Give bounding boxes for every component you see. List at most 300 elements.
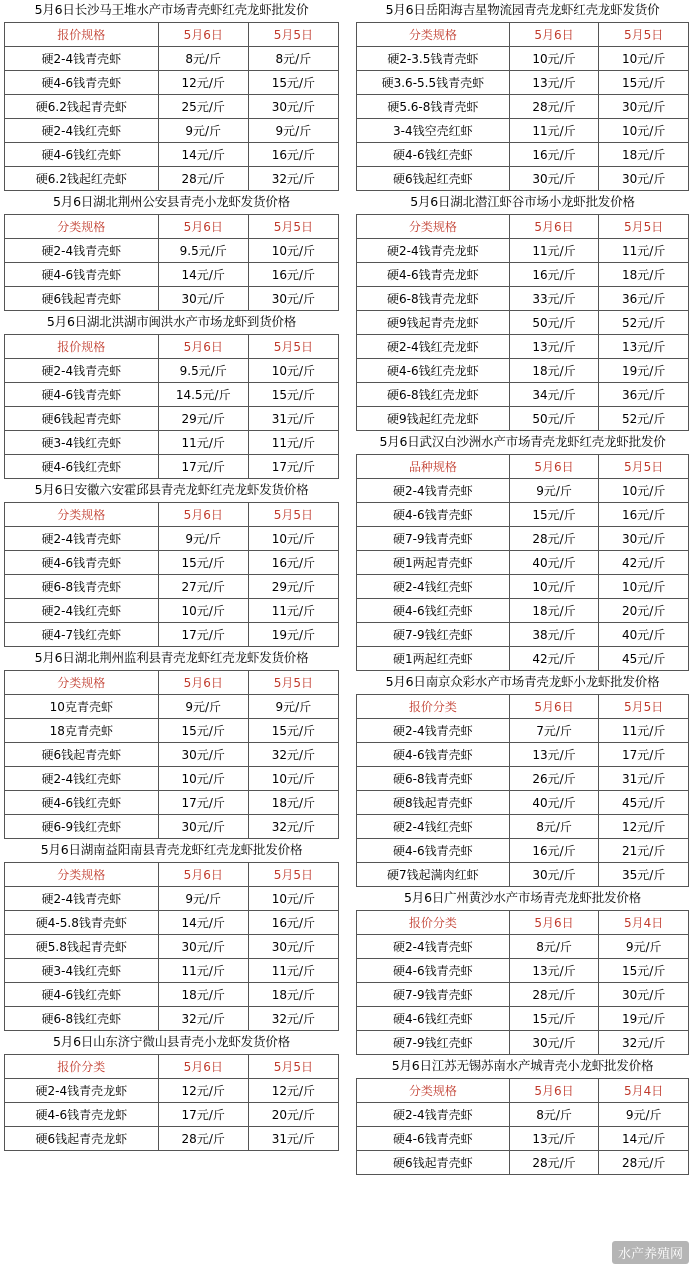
price-cell: 52元/斤 [599,311,689,335]
price-cell: 14元/斤 [158,263,248,287]
spec-cell: 硬6-9钱红壳虾 [5,815,159,839]
price-cell: 29元/斤 [248,575,338,599]
spec-cell: 硬4-6钱青壳虾 [357,839,510,863]
table-row [357,1031,689,1055]
spec-cell: 硬6.2钱起红壳虾 [5,167,159,191]
price-cell: 7元/斤 [509,719,599,743]
block-title: 5月6日岳阳海吉星物流园青壳龙虾红壳龙虾发货价 [385,2,660,17]
table-row [5,239,339,263]
price-cell: 28元/斤 [158,1127,248,1151]
price-cell: 31元/斤 [599,767,689,791]
price-cell: 11元/斤 [248,431,338,455]
block-title: 5月6日南京众彩水产市场青壳龙虾小龙虾批发价格 [385,674,660,689]
price-cell: 15元/斤 [158,551,248,575]
spec-cell: 3-4钱空壳红虾 [357,119,510,143]
table-row [357,287,689,311]
header-cell: 5月5日 [248,215,338,239]
spec-cell: 硬2-4钱红壳虾 [5,119,159,143]
price-cell: 18元/斤 [599,143,689,167]
spec-cell: 硬3.6-5.5钱青壳虾 [357,71,510,95]
table-row [357,983,689,1007]
table-row [357,623,689,647]
spec-cell: 硬7-9钱青壳虾 [357,527,510,551]
table-row [357,935,689,959]
price-cell: 15元/斤 [509,503,599,527]
price-cell: 11元/斤 [509,119,599,143]
price-block [4,312,339,479]
price-cell: 36元/斤 [599,287,689,311]
header-cell: 5月5日 [248,23,338,47]
price-cell: 10元/斤 [599,119,689,143]
header-cell: 报价分类 [5,1055,159,1079]
price-cell: 36元/斤 [599,383,689,407]
price-cell: 10元/斤 [248,767,338,791]
price-cell: 9元/斤 [248,695,338,719]
header-cell: 5月6日 [158,215,248,239]
header-cell: 5月5日 [248,503,338,527]
price-table [356,1078,689,1175]
spec-cell: 硬4-6钱青壳虾 [357,959,510,983]
price-cell: 10元/斤 [599,479,689,503]
block-title: 5月6日安徽六安霍邱县青壳龙虾红壳龙虾发货价格 [34,482,309,497]
header-cell: 5月5日 [599,695,689,719]
price-cell: 42元/斤 [599,551,689,575]
block-title: 5月6日湖北荆州监利县青壳龙虾红壳龙虾发货价格 [34,650,309,665]
table-row [5,743,339,767]
table-row [5,143,339,167]
price-cell: 16元/斤 [248,911,338,935]
header-cell: 5月6日 [158,335,248,359]
spec-cell: 硬2-4钱青壳虾 [5,527,159,551]
price-cell: 52元/斤 [599,407,689,431]
price-cell: 15元/斤 [158,719,248,743]
price-cell: 32元/斤 [248,743,338,767]
price-cell: 30元/斤 [248,287,338,311]
table-header-row [5,671,339,695]
price-cell: 13元/斤 [509,1127,599,1151]
table-header-row [5,1055,339,1079]
table-header-row [357,695,689,719]
price-table [4,670,339,839]
price-block [356,432,689,671]
price-cell: 35元/斤 [599,863,689,887]
price-cell: 15元/斤 [599,71,689,95]
block-title: 5月6日湖南益阳南县青壳龙虾红壳龙虾批发价格 [40,842,303,857]
price-cell: 13元/斤 [599,335,689,359]
price-cell: 9元/斤 [158,887,248,911]
price-cell: 26元/斤 [509,767,599,791]
table-row [357,407,689,431]
price-block [4,648,339,839]
price-cell: 17元/斤 [248,455,338,479]
spec-cell: 硬4-6钱青壳虾 [357,743,510,767]
table-row [357,551,689,575]
header-cell: 分类规格 [357,23,510,47]
header-cell: 分类规格 [5,863,159,887]
spec-cell: 硬2-4钱青壳虾 [5,359,159,383]
price-cell: 28元/斤 [509,527,599,551]
price-table [356,22,689,191]
price-block [4,480,339,647]
header-cell: 报价分类 [357,911,510,935]
price-cell: 11元/斤 [599,239,689,263]
table-row [5,1103,339,1127]
spec-cell: 硬1两起青壳虾 [357,551,510,575]
price-table [4,334,339,479]
price-cell: 45元/斤 [599,647,689,671]
spec-cell: 硬2-4钱红壳虾 [5,767,159,791]
price-cell: 30元/斤 [509,167,599,191]
spec-cell: 硬4-7钱红壳虾 [5,623,159,647]
block-title: 5月6日湖北潜江虾谷市场小龙虾批发价格 [410,194,635,209]
block-title: 5月6日湖北荆州公安县青壳小龙虾发货价格 [53,194,290,209]
header-cell: 5月6日 [158,23,248,47]
price-block [356,0,689,191]
price-cell: 9.5元/斤 [158,359,248,383]
header-cell: 5月6日 [158,863,248,887]
price-cell: 28元/斤 [599,1151,689,1175]
spec-cell: 硬2-4钱青壳虾 [357,935,510,959]
right-column [356,0,689,1176]
table-row [5,1007,339,1031]
price-block [356,672,689,887]
table-row [5,887,339,911]
price-table [4,1054,339,1151]
price-cell: 42元/斤 [509,647,599,671]
table-row [357,1151,689,1175]
spec-cell: 硬4-6钱红壳虾 [357,599,510,623]
price-cell: 30元/斤 [248,95,338,119]
spec-cell: 硬2-4钱青壳虾 [357,479,510,503]
price-cell: 12元/斤 [599,815,689,839]
table-header-row [357,1079,689,1103]
table-row [5,167,339,191]
spec-cell: 硬7-9钱青壳虾 [357,983,510,1007]
price-cell: 10元/斤 [509,47,599,71]
spec-cell: 硬2-4钱青壳虾 [5,239,159,263]
spec-cell: 硬2-4钱红壳虾 [5,599,159,623]
price-cell: 9元/斤 [158,527,248,551]
price-cell: 16元/斤 [509,839,599,863]
table-row [357,143,689,167]
header-cell: 5月6日 [509,23,599,47]
price-cell: 21元/斤 [599,839,689,863]
price-cell: 34元/斤 [509,383,599,407]
spec-cell: 硬2-3.5钱青壳虾 [357,47,510,71]
price-cell: 17元/斤 [599,743,689,767]
table-row [357,119,689,143]
spec-cell: 硬2-4钱青壳虾 [357,719,510,743]
price-cell: 10元/斤 [158,767,248,791]
table-row [5,599,339,623]
price-cell: 31元/斤 [248,407,338,431]
spec-cell: 硬6钱起红壳虾 [357,167,510,191]
table-row [357,839,689,863]
header-cell: 5月6日 [509,1079,599,1103]
spec-cell: 硬8钱起青壳虾 [357,791,510,815]
price-cell: 14元/斤 [599,1127,689,1151]
watermark: 水产养殖网 [612,1241,689,1264]
spec-cell: 硬4-6钱青壳虾 [5,263,159,287]
spec-cell: 硬3-4钱红壳虾 [5,431,159,455]
spec-cell: 硬6钱起青壳虾 [5,743,159,767]
price-cell: 16元/斤 [248,263,338,287]
table-row [5,431,339,455]
price-cell: 9元/斤 [158,695,248,719]
price-cell: 28元/斤 [509,1151,599,1175]
spec-cell: 硬6钱起青壳虾 [5,407,159,431]
price-table [4,862,339,1031]
price-cell: 30元/斤 [599,167,689,191]
price-cell: 11元/斤 [158,959,248,983]
price-cell: 16元/斤 [599,503,689,527]
price-cell: 17元/斤 [158,455,248,479]
spec-cell: 硬5.8钱起青壳虾 [5,935,159,959]
table-row [5,359,339,383]
table-row [357,47,689,71]
price-cell: 14元/斤 [158,143,248,167]
spec-cell: 硬2-4钱青壳龙虾 [357,239,510,263]
table-row [5,791,339,815]
price-cell: 9元/斤 [599,1103,689,1127]
table-row [357,71,689,95]
spec-cell: 硬4-5.8钱青壳虾 [5,911,159,935]
price-cell: 29元/斤 [158,407,248,431]
price-table [4,214,339,311]
spec-cell: 硬6-8钱青壳虾 [5,575,159,599]
price-cell: 18元/斤 [509,599,599,623]
header-cell: 5月6日 [509,455,599,479]
price-cell: 10元/斤 [248,887,338,911]
header-cell: 5月6日 [509,695,599,719]
price-cell: 20元/斤 [599,599,689,623]
spec-cell: 硬9钱起青壳龙虾 [357,311,510,335]
spec-cell: 硬4-6钱红壳虾 [5,791,159,815]
spec-cell: 硬4-6钱青壳虾 [357,1127,510,1151]
header-cell: 报价规格 [5,335,159,359]
price-cell: 11元/斤 [248,959,338,983]
table-row [357,479,689,503]
price-cell: 10元/斤 [248,239,338,263]
table-row [5,383,339,407]
spec-cell: 硬2-4钱青壳虾 [5,887,159,911]
price-block [356,192,689,431]
block-title: 5月6日广州黄沙水产市场青壳龙虾批发价格 [404,890,641,905]
price-cell: 8元/斤 [158,47,248,71]
price-cell: 38元/斤 [509,623,599,647]
price-cell: 10元/斤 [158,599,248,623]
price-cell: 18元/斤 [158,983,248,1007]
price-cell: 18元/斤 [248,983,338,1007]
header-cell: 5月5日 [599,455,689,479]
header-cell: 5月5日 [248,335,338,359]
spec-cell: 硬2-4钱青壳虾 [357,1103,510,1127]
table-row [5,407,339,431]
table-header-row [5,335,339,359]
table-row [5,527,339,551]
spec-cell: 硬5.6-8钱青壳虾 [357,95,510,119]
table-row [5,287,339,311]
price-cell: 16元/斤 [509,143,599,167]
table-row [357,335,689,359]
price-cell: 10元/斤 [599,575,689,599]
table-row [5,983,339,1007]
header-cell: 5月6日 [509,215,599,239]
header-cell: 品种规格 [357,455,510,479]
block-title: 5月6日武汉白沙洲水产市场青壳龙虾红壳龙虾批发价 [379,434,666,449]
price-cell: 32元/斤 [248,815,338,839]
price-cell: 15元/斤 [248,383,338,407]
price-cell: 30元/斤 [509,863,599,887]
spec-cell: 硬6-8钱青壳龙虾 [357,287,510,311]
price-cell: 9元/斤 [599,935,689,959]
table-header-row [357,215,689,239]
price-cell: 28元/斤 [158,167,248,191]
table-row [357,1103,689,1127]
spec-cell: 硬6钱起青壳龙虾 [5,1127,159,1151]
price-cell: 32元/斤 [158,1007,248,1031]
header-cell: 报价分类 [357,695,510,719]
spec-cell: 硬9钱起红壳龙虾 [357,407,510,431]
price-cell: 13元/斤 [509,335,599,359]
price-cell: 12元/斤 [158,1079,248,1103]
table-row [357,263,689,287]
table-row [357,359,689,383]
table-row [5,95,339,119]
price-cell: 15元/斤 [509,1007,599,1031]
price-cell: 40元/斤 [509,791,599,815]
spec-cell: 硬6-8钱青壳虾 [357,767,510,791]
price-cell: 10元/斤 [248,359,338,383]
price-cell: 10元/斤 [599,47,689,71]
price-cell: 12元/斤 [248,1079,338,1103]
spec-cell: 硬6.2钱起青壳虾 [5,95,159,119]
table-row [5,47,339,71]
price-cell: 9.5元/斤 [158,239,248,263]
price-cell: 10元/斤 [248,527,338,551]
price-cell: 28元/斤 [509,95,599,119]
price-cell: 50元/斤 [509,407,599,431]
table-row [357,311,689,335]
price-table [4,502,339,647]
table-row [357,239,689,263]
price-cell: 14元/斤 [158,911,248,935]
price-cell: 25元/斤 [158,95,248,119]
price-cell: 19元/斤 [599,1007,689,1031]
spec-cell: 硬4-6钱青壳虾 [5,71,159,95]
table-row [5,623,339,647]
spec-cell: 硬4-6钱红壳虾 [5,143,159,167]
price-cell: 14.5元/斤 [158,383,248,407]
price-cell: 30元/斤 [509,1031,599,1055]
price-cell: 18元/斤 [248,791,338,815]
table-row [357,383,689,407]
spec-cell: 硬4-6钱红壳龙虾 [357,359,510,383]
spec-cell: 硬4-6钱红壳虾 [5,983,159,1007]
table-row [357,791,689,815]
table-row [357,815,689,839]
block-title: 5月6日长沙马王堆水产市场青壳虾红壳龙虾批发价 [34,2,309,17]
price-block [4,192,339,311]
price-cell: 45元/斤 [599,791,689,815]
price-cell: 16元/斤 [248,143,338,167]
price-cell: 11元/斤 [248,599,338,623]
block-title: 5月6日湖北洪湖市闽洪水产市场龙虾到货价格 [46,314,297,329]
table-header-row [357,23,689,47]
price-cell: 40元/斤 [509,551,599,575]
price-block [4,840,339,1031]
price-table [356,910,689,1055]
table-row [357,575,689,599]
table-row [5,911,339,935]
spec-cell: 硬2-4钱红壳虾 [357,575,510,599]
price-cell: 19元/斤 [599,359,689,383]
header-cell: 报价规格 [5,23,159,47]
price-table [4,22,339,191]
spec-cell: 硬4-6钱红壳虾 [357,143,510,167]
price-cell: 32元/斤 [248,1007,338,1031]
price-cell: 40元/斤 [599,623,689,647]
price-cell: 11元/斤 [509,239,599,263]
table-row [5,815,339,839]
spec-cell: 硬2-4钱青壳虾 [5,47,159,71]
table-row [5,71,339,95]
table-row [5,719,339,743]
spec-cell: 硬4-6钱青壳虾 [5,383,159,407]
header-cell: 分类规格 [5,215,159,239]
header-cell: 5月4日 [599,1079,689,1103]
price-cell: 19元/斤 [248,623,338,647]
price-cell: 18元/斤 [599,263,689,287]
spec-cell: 硬4-6钱红壳虾 [5,455,159,479]
table-row [5,263,339,287]
price-cell: 10元/斤 [509,575,599,599]
table-row [5,575,339,599]
price-cell: 9元/斤 [248,119,338,143]
header-cell: 分类规格 [357,215,510,239]
spec-cell: 硬4-6钱青壳龙虾 [5,1103,159,1127]
spec-cell: 硬4-6钱青壳虾 [357,503,510,527]
price-cell: 9元/斤 [509,479,599,503]
price-table [356,694,689,887]
spec-cell: 硬1两起红壳虾 [357,647,510,671]
spec-cell: 硬6钱起青壳虾 [5,287,159,311]
spec-cell: 硬7-9钱红壳虾 [357,623,510,647]
price-table [356,214,689,431]
price-cell: 16元/斤 [509,263,599,287]
spec-cell: 硬4-6钱青壳龙虾 [357,263,510,287]
price-cell: 13元/斤 [509,743,599,767]
header-cell: 5月6日 [158,671,248,695]
table-row [5,1127,339,1151]
header-cell: 5月5日 [599,215,689,239]
price-cell: 30元/斤 [599,983,689,1007]
header-cell: 5月6日 [158,503,248,527]
header-cell: 5月5日 [248,671,338,695]
table-row [5,455,339,479]
spec-cell: 硬2-4钱红壳龙虾 [357,335,510,359]
price-cell: 30元/斤 [158,935,248,959]
price-cell: 20元/斤 [248,1103,338,1127]
table-row [357,1007,689,1031]
header-cell: 5月4日 [599,911,689,935]
price-cell: 8元/斤 [509,815,599,839]
price-cell: 33元/斤 [509,287,599,311]
spec-cell: 硬7-9钱红壳虾 [357,1031,510,1055]
price-cell: 50元/斤 [509,311,599,335]
price-cell: 31元/斤 [248,1127,338,1151]
spec-cell: 硬6钱起青壳虾 [357,1151,510,1175]
